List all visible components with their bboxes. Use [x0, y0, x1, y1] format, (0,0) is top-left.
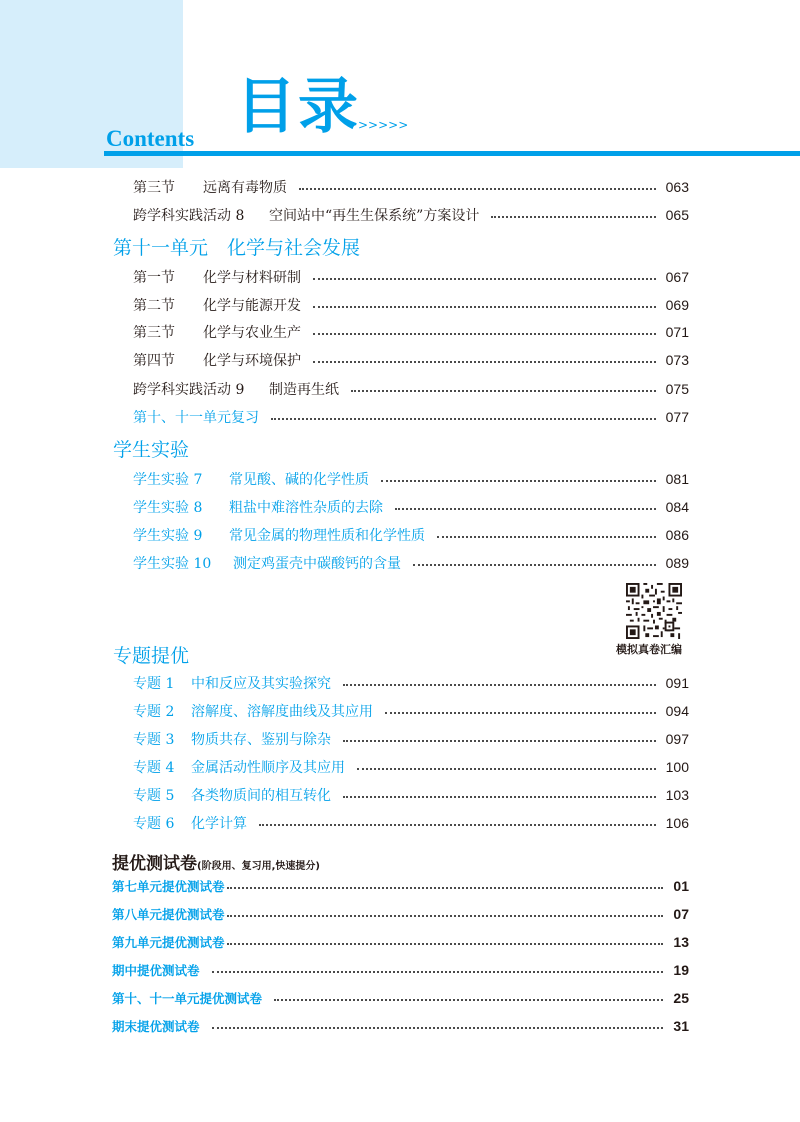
entry-page: 075: [665, 381, 689, 397]
entry-name: 化学与材料研制: [203, 270, 301, 286]
entry-label: 学生实验 9: [133, 528, 203, 544]
entry-label: 第四节: [133, 353, 175, 369]
entry-page: 081: [665, 471, 689, 487]
dot-leader: [313, 333, 656, 335]
tests-heading-title: 提优测试卷: [112, 854, 197, 874]
toc-entry[interactable]: [133, 495, 689, 519]
entry-page: 067: [665, 269, 689, 285]
entry-label: 学生实验 10: [133, 556, 212, 572]
entry-name: 化学与农业生产: [203, 325, 301, 341]
dot-leader: [351, 390, 656, 392]
dot-leader: [357, 768, 656, 770]
entry-page: 086: [665, 527, 689, 543]
entry-label: 跨学科实践活动 9: [133, 382, 245, 398]
contents-label: Contents: [106, 126, 195, 151]
dot-leader: [313, 306, 656, 308]
entry-name: 金属活动性顺序及其应用: [191, 760, 345, 776]
entry-page: 089: [665, 555, 689, 571]
entry-name: 中和反应及其实验探究: [191, 676, 331, 692]
toc-entry[interactable]: [133, 377, 689, 401]
dot-leader: [299, 188, 656, 190]
toc-entry[interactable]: [133, 265, 689, 289]
dot-leader: [437, 536, 656, 538]
entry-name: 第九单元提优测试卷: [112, 935, 225, 950]
entry-label: 第三节: [133, 180, 175, 196]
toc-entry[interactable]: [133, 727, 689, 751]
dot-leader: [227, 915, 664, 917]
toc-entry[interactable]: [133, 348, 689, 372]
entry-label: 专题 4: [133, 760, 175, 776]
entry-page: 084: [665, 499, 689, 515]
entry-name: 第十、十一单元复习: [133, 410, 259, 426]
toc-entry[interactable]: [133, 175, 689, 199]
toc-entry[interactable]: [133, 293, 689, 317]
chevron-decoration: >>>>>: [358, 118, 409, 132]
unit11-heading: 第十一单元 化学与社会发展: [113, 237, 361, 259]
entry-name: 溶解度、溶解度曲线及其应用: [191, 704, 373, 720]
entry-page: 01: [673, 878, 689, 894]
dot-leader: [395, 508, 656, 510]
entry-page: 13: [673, 934, 689, 950]
entry-page: 103: [665, 787, 689, 803]
dot-leader: [274, 999, 663, 1001]
topics-heading: 专题提优: [113, 645, 190, 667]
entry-name: 空间站中“再生生保系统”方案设计: [269, 208, 480, 224]
toc-entry[interactable]: [133, 783, 689, 807]
dot-leader: [343, 684, 656, 686]
dot-leader: [271, 418, 656, 420]
entry-page: 07: [673, 906, 689, 922]
entry-name: 第十、十一单元提优测试卷: [112, 991, 263, 1006]
entry-page: 25: [673, 990, 689, 1006]
entry-page: 19: [673, 962, 689, 978]
title-rule: [104, 151, 800, 156]
entry-label: 第二节: [133, 298, 175, 314]
toc-entry[interactable]: [133, 523, 689, 547]
experiments-heading: 学生实验: [113, 439, 190, 461]
page-title: 目录: [236, 72, 360, 142]
entry-label: 专题 3: [133, 732, 175, 748]
entry-name: 第七单元提优测试卷: [112, 879, 225, 894]
entry-name: 常见金属的物理性质和化学性质: [229, 528, 425, 544]
dot-leader: [313, 361, 656, 363]
toc-entry-test[interactable]: [112, 1014, 689, 1038]
entry-page: 065: [665, 207, 689, 223]
dot-leader: [381, 480, 656, 482]
entry-page: 073: [665, 352, 689, 368]
tests-heading: [112, 849, 320, 874]
toc-entry-test[interactable]: [112, 902, 689, 926]
entry-name: 物质共存、鉴别与除杂: [191, 732, 331, 748]
entry-page: 091: [665, 675, 689, 691]
dot-leader: [259, 824, 656, 826]
entry-name: 各类物质间的相互转化: [191, 788, 331, 804]
entry-label: 学生实验 8: [133, 500, 203, 516]
toc-entry-review[interactable]: [133, 405, 689, 429]
entry-page: 069: [665, 297, 689, 313]
entry-name: 化学计算: [191, 816, 247, 832]
toc-entry[interactable]: [133, 699, 689, 723]
dot-leader: [227, 943, 664, 945]
toc-entry[interactable]: [133, 671, 689, 695]
entry-page: 106: [665, 815, 689, 831]
toc-entry[interactable]: [133, 203, 689, 227]
entry-name: 制造再生纸: [269, 382, 339, 398]
entry-label: 第一节: [133, 270, 175, 286]
entry-name: 化学与能源开发: [203, 298, 301, 314]
entry-label: 专题 1: [133, 676, 175, 692]
entry-name: 粗盐中难溶性杂质的去除: [229, 500, 383, 516]
entry-page: 097: [665, 731, 689, 747]
tests-heading-sub: (阶段用、复习用,快速提分): [197, 861, 320, 872]
toc-entry-test[interactable]: [112, 874, 689, 898]
entry-label: 专题 6: [133, 816, 175, 832]
toc-entry[interactable]: [133, 811, 689, 835]
dot-leader: [343, 740, 656, 742]
qr-code[interactable]: [626, 583, 682, 639]
toc-entry[interactable]: [133, 320, 689, 344]
toc-entry-test[interactable]: [112, 986, 689, 1010]
entry-label: 学生实验 7: [133, 472, 203, 488]
entry-label: 专题 5: [133, 788, 175, 804]
toc-entry[interactable]: [133, 755, 689, 779]
entry-page: 100: [665, 759, 689, 775]
qr-caption: 模拟真卷汇编: [616, 643, 682, 656]
dot-leader: [491, 216, 655, 218]
entry-name: 化学与环境保护: [203, 353, 301, 369]
entry-page: 094: [665, 703, 689, 719]
entry-page: 063: [665, 179, 689, 195]
dot-leader: [343, 796, 656, 798]
dot-leader: [212, 1027, 664, 1029]
dot-leader: [227, 887, 664, 889]
entry-page: 31: [673, 1018, 689, 1034]
dot-leader: [313, 278, 656, 280]
entry-name: 期末提优测试卷: [112, 1019, 200, 1034]
dot-leader: [413, 564, 656, 566]
toc-entry-test[interactable]: [112, 958, 689, 982]
entry-page: 071: [665, 324, 689, 340]
toc-entry[interactable]: [133, 467, 689, 491]
entry-page: 077: [665, 409, 689, 425]
dot-leader: [385, 712, 656, 714]
entry-name: 期中提优测试卷: [112, 963, 200, 978]
entry-name: 常见酸、碱的化学性质: [229, 472, 369, 488]
entry-label: 跨学科实践活动 8: [133, 208, 245, 224]
toc-entry[interactable]: [133, 551, 689, 575]
dot-leader: [212, 971, 664, 973]
entry-label: 第三节: [133, 325, 175, 341]
entry-name: 测定鸡蛋壳中碳酸钙的含量: [233, 556, 401, 572]
toc-entry-test[interactable]: [112, 930, 689, 954]
entry-name: 远离有毒物质: [203, 180, 287, 196]
entry-name: 第八单元提优测试卷: [112, 907, 225, 922]
entry-label: 专题 2: [133, 704, 175, 720]
